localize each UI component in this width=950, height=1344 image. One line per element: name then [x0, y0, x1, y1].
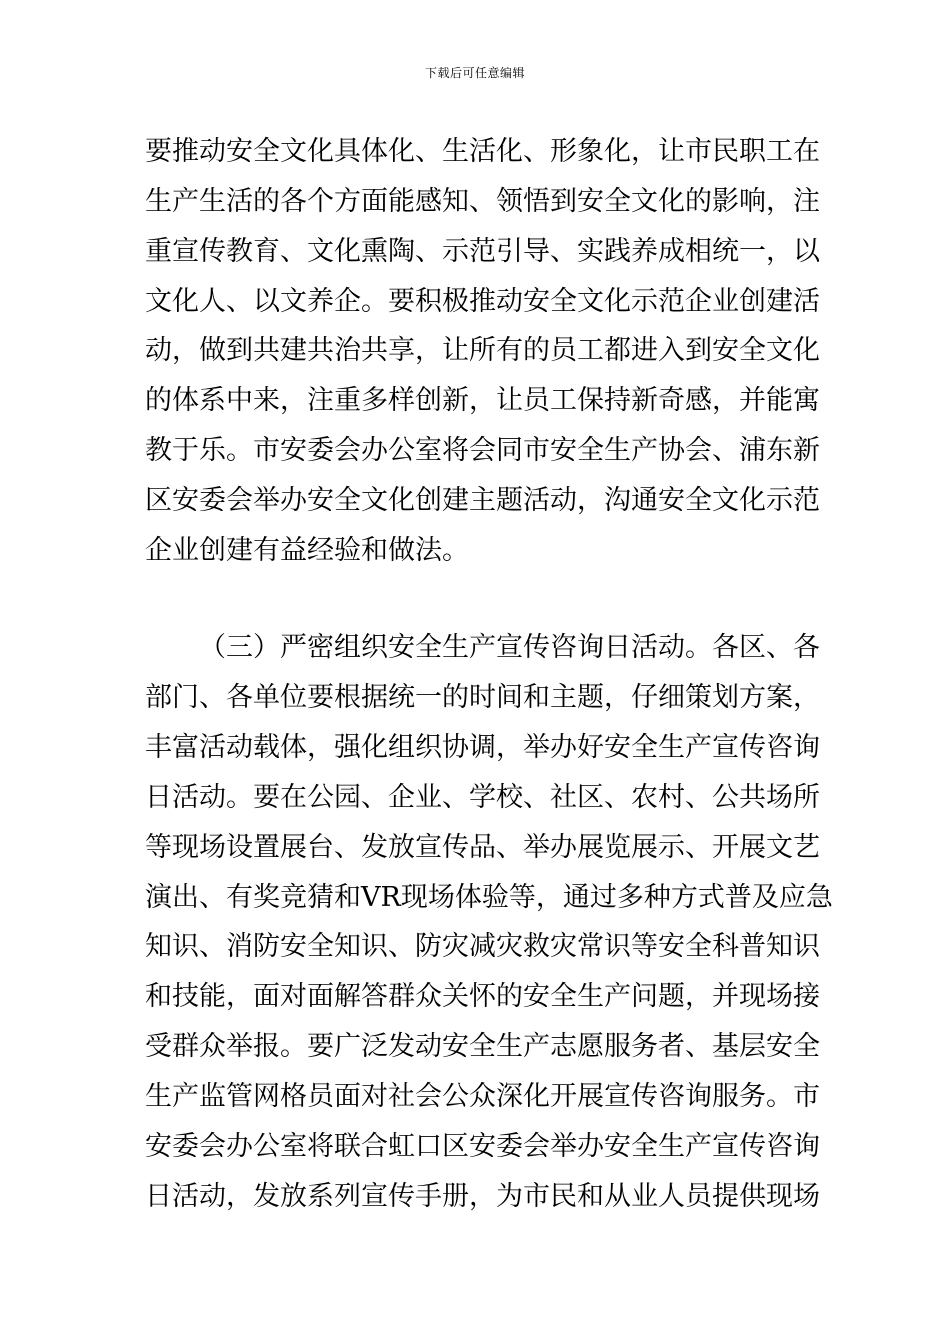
paragraph-1-line-3: 重宣传教育、文化熏陶、示范引导、实践养成相统一，以	[145, 236, 820, 267]
paragraph-2-line-10: 生产监管网格员面对社会公众深化开展宣传咨询服务。市	[145, 1081, 820, 1112]
paragraph-2-line-3: 丰富活动载体，强化组织协调，举办好安全生产宣传咨询	[145, 732, 820, 763]
paragraph-2-line-7: 知识、消防安全知识、防灾减灾救灾常识等安全科普知识	[145, 931, 820, 962]
paragraph-1-line-1: 要推动安全文化具体化、生活化、形象化，让市民职工在	[145, 136, 820, 167]
paragraph-2-line-8: 和技能，面对面解答群众关怀的安全生产问题，并现场接	[145, 981, 820, 1012]
paragraph-2-line-1: （三）严密组织安全生产宣传咨询日活动。各区、各	[199, 632, 820, 663]
paragraph-2-line-2: 部门、各单位要根据统一的时间和主题，仔细策划方案，	[145, 682, 820, 713]
paragraph-1-line-8: 区安委会举办安全文化创建主题活动，沟通安全文化示范	[145, 485, 820, 516]
paragraph-1-line-2: 生产生活的各个方面能感知、领悟到安全文化的影响，注	[145, 186, 820, 217]
paragraph-1-line-6: 的体系中来，注重多样创新，让员工保持新奇感，并能寓	[145, 385, 820, 416]
paragraph-2-line-5: 等现场设置展台、发放宣传品、举办展览展示、开展文艺	[145, 832, 820, 863]
paragraph-1-line-4: 文化人、以文养企。要积极推动安全文化示范企业创建活	[145, 286, 820, 317]
paragraph-1-line-5: 动，做到共建共治共享，让所有的员工都进入到安全文化	[145, 335, 820, 366]
paragraph-2-line-6: 演出、有奖竞猜和VR现场体验等，通过多种方式普及应急	[145, 882, 833, 913]
paragraph-1-line-7: 教于乐。市安委会办公室将会同市安全生产协会、浦东新	[145, 435, 820, 466]
paragraph-2-line-9: 受群众举报。要广泛发动安全生产志愿服务者、基层安全	[145, 1031, 820, 1062]
paragraph-2-line-11: 安委会办公室将联合虹口区安委会举办安全生产宣传咨询	[145, 1131, 820, 1162]
paragraph-2-line-12: 日活动，发放系列宣传手册，为市民和从业人员提供现场	[145, 1181, 820, 1212]
paragraph-2-line-4: 日活动。要在公园、企业、学校、社区、农村、公共场所	[145, 782, 820, 813]
page-header: 下载后可任意编辑	[424, 66, 525, 80]
paragraph-1-line-9: 企业创建有益经验和做法。	[145, 535, 469, 566]
